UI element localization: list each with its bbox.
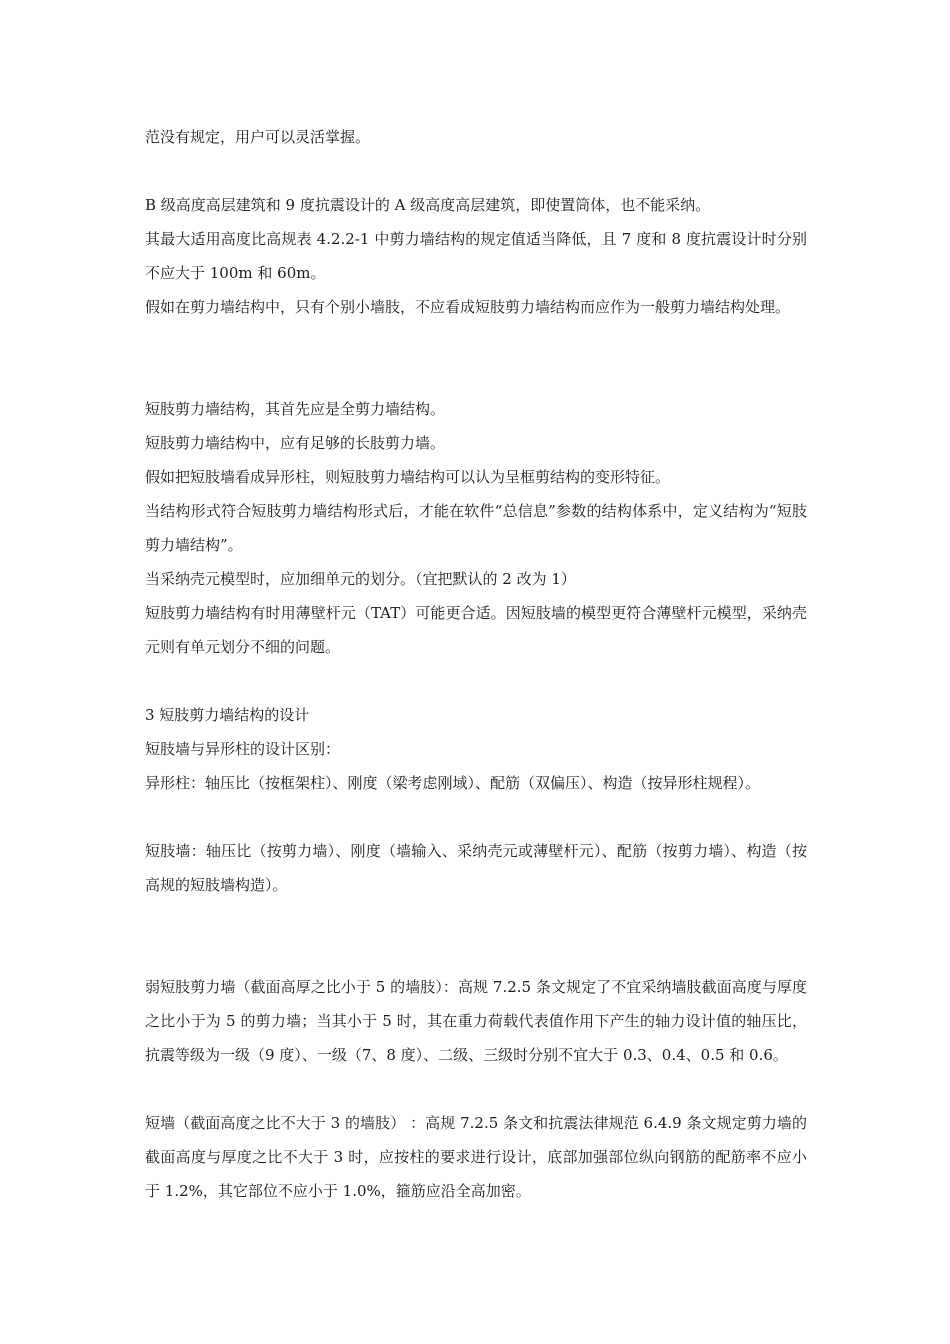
paragraph-short-limb-wall: 短肢墙：轴压比（按剪力墙）、刚度（墙输入、采纳壳元或薄壁杆元）、配筋（按剪力墙）、构造（按高规的短肢墙构造）。 — [145, 842, 807, 894]
section-heading-design: 3 短肢剪力墙结构的设计 — [145, 706, 310, 724]
paragraph-special-column: 异形柱：轴压比（按框架柱）、刚度（梁考虑刚域）、配筋（双偏压）、构造（按异形柱规程）。 — [145, 774, 761, 792]
paragraph-structure-system: 当结构形式符合短肢剪力墙结构形式后，才能在软件“总信息”参数的结构体系中，定义结构为“短肢剪力墙结构”。 — [145, 502, 807, 554]
paragraph-full-shear-wall: 短肢剪力墙结构，其首先应是全剪力墙结构。 — [145, 400, 446, 418]
paragraph-small-wall-limb: 假如在剪力墙结构中，只有个别小墙肢，不应看成短肢剪力墙结构而应作为一般剪力墙结构处理。 — [145, 298, 791, 316]
paragraph-short-wall: 短墙（截面高度之比不大于 3 的墙肢） ：高规 7.2.5 条文和抗震法律规范 6.4.9 条文规定剪力墙的截面高度与厚度之比不大于 3 时，应按柱的要求进行设计，底部加强部位纵向钢筋的配筋率不应小于 1.2%，其它部位不应小于 1.0%，箍筋应沿全高加密。 — [145, 1114, 807, 1200]
paragraph-shell-element: 当采纳壳元模型时，应加细单元的划分。（宜把默认的 2 改为 1） — [145, 570, 576, 588]
paragraph-intro-end: 范没有规定，用户可以灵活掌握。 — [145, 128, 371, 146]
paragraph-tat: 短肢剪力墙结构有时用薄壁杆元（TAT）可能更合适。因短肢墙的模型更符合薄壁杆元模型，采纳壳元则有单元划分不细的问题。 — [145, 604, 807, 656]
paragraph-frame-shear: 假如把短肢墙看成异形柱，则短肢剪力墙结构可以认为呈框剪结构的变形特征。 — [145, 468, 671, 486]
paragraph-long-limb: 短肢剪力墙结构中，应有足够的长肢剪力墙。 — [145, 434, 446, 452]
paragraph-weak-short-limb: 弱短肢剪力墙（截面高厚之比小于 5 的墙肢）：高规 7.2.5 条文规定了不宜采纳墙肢截面高度与厚度之比小于为 5 的剪力墙；当其小于 5 时，其在重力荷载代表值作用下产生的轴力设计值的轴压比，抗震等级为一级（9 度）、一级（7、8 度）、二级、三级时分别不宜大于 0.3、0.4、0.5 和 0.6。 — [145, 978, 807, 1064]
paragraph-design-difference: 短肢墙与异形柱的设计区别： — [145, 740, 341, 758]
paragraph-max-height: 其最大适用高度比高规表 4.2.2-1 中剪力墙结构的规定值适当降低，且 7 度和 8 度抗震设计时分别不应大于 100m 和 60m。 — [145, 230, 807, 282]
paragraph-b-level-height: B 级高度高层建筑和 9 度抗震设计的 A 级高度高层建筑，即使置筒体，也不能采纳。 — [145, 196, 711, 214]
